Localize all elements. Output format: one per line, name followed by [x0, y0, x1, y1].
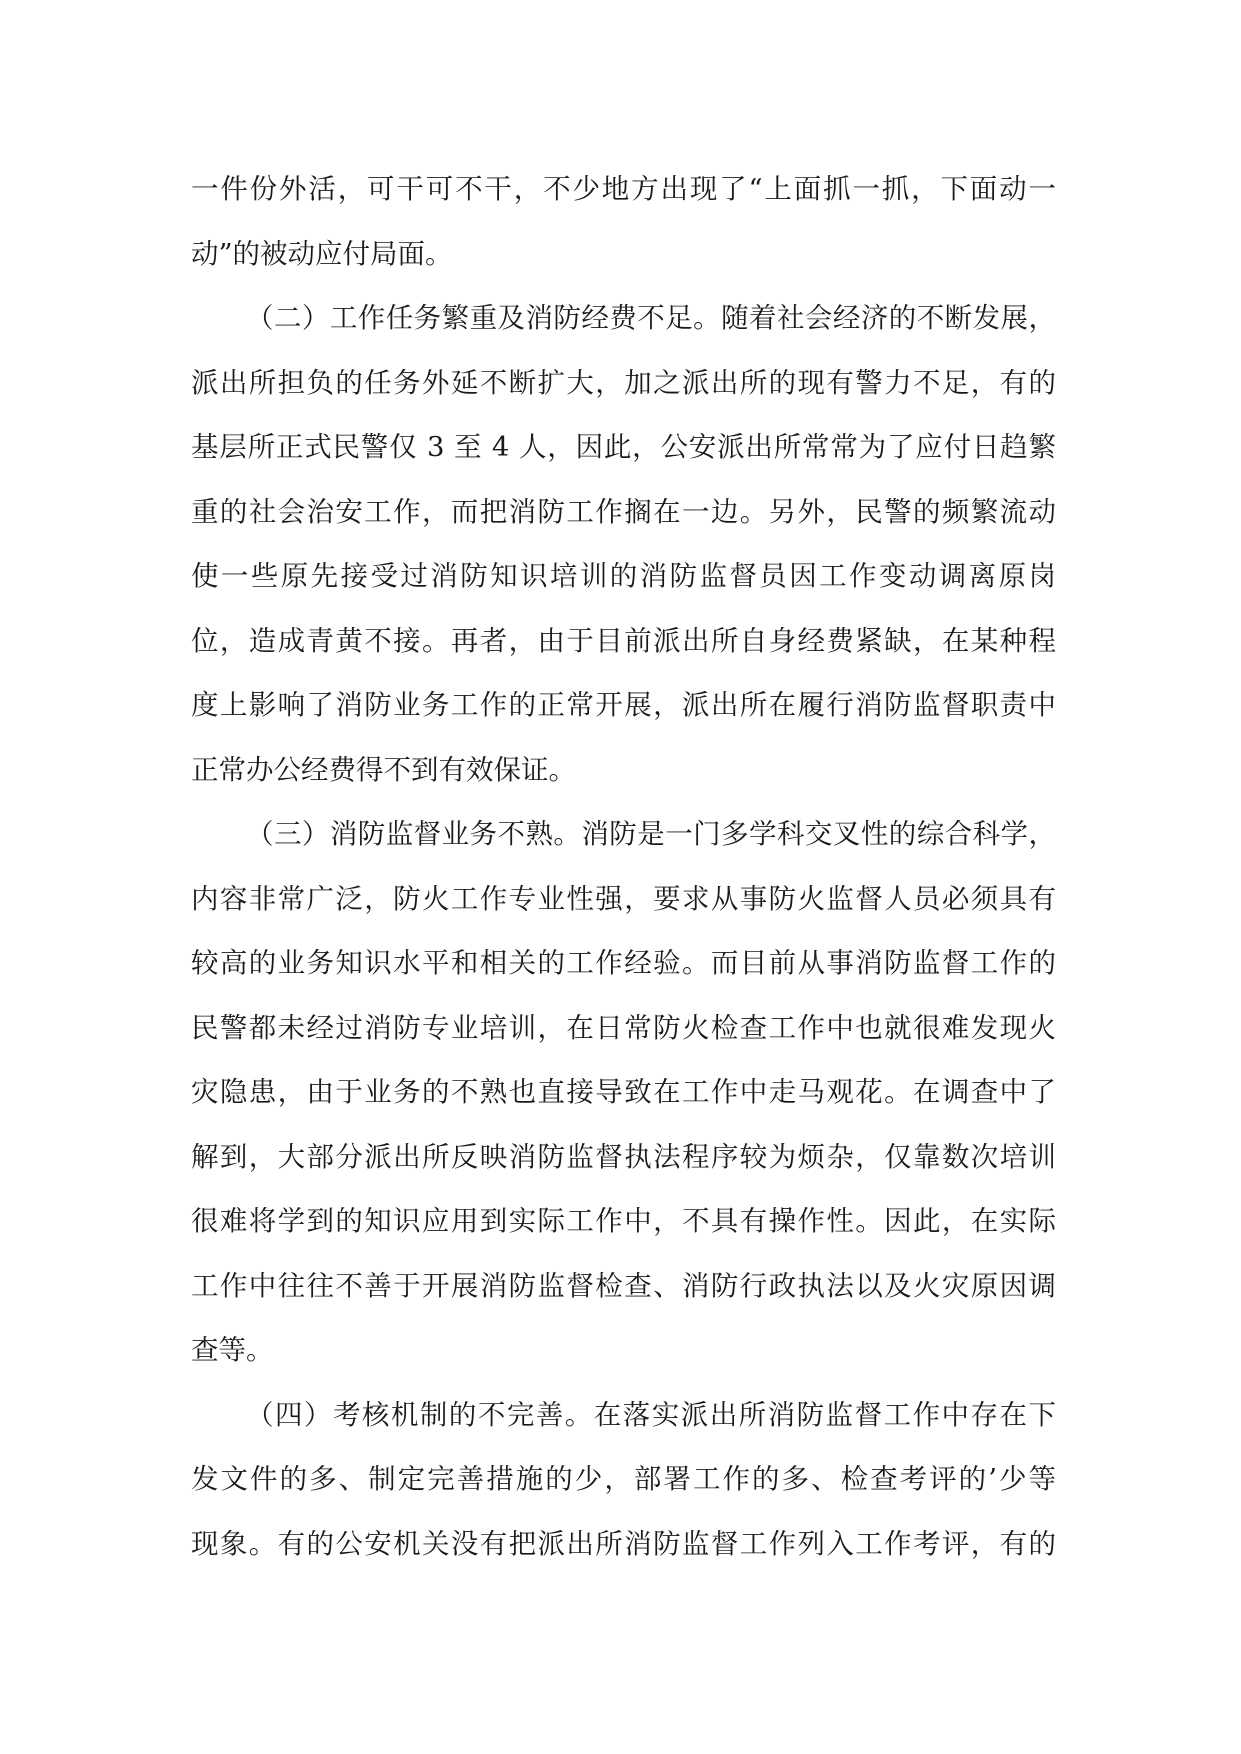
text-line: 位，造成青黄不接。再者，由于目前派出所自身经费紧缺，在某种程 — [191, 624, 1056, 657]
text-line: （三）消防监督业务不熟。消防是一门多学科交叉性的综合科学， — [246, 818, 1056, 850]
text-line: 解到，大部分派出所反映消防监督执法程序较为烦杂，仅靠数次培训 — [191, 1140, 1056, 1173]
text-line: 动”的被动应付局面。 — [191, 237, 453, 270]
text-line: 发文件的多、制定完善措施的少，部署工作的多、检查考评的’少等 — [191, 1463, 1056, 1495]
text-line: 查等。 — [191, 1334, 274, 1366]
text-line: 正常办公经费得不到有效保证。 — [191, 753, 576, 786]
text-line: 一件份外活，可干可不干，不少地方出现了“上面抓一抓，下面动一 — [191, 173, 1056, 205]
text-line: 度上影响了消防业务工作的正常开展，派出所在履行消防监督职责中 — [191, 689, 1056, 721]
text-line: 现象。有的公安机关没有把派出所消防监督工作列入工作考评，有的 — [191, 1527, 1056, 1560]
text-line: 较高的业务知识水平和相关的工作经验。而目前从事消防监督工作的 — [191, 947, 1056, 979]
text-line: 使一些原先接受过消防知识培训的消防监督员因工作变动调离原岗 — [191, 560, 1056, 592]
text-line: 工作中往往不善于开展消防监督检查、消防行政执法以及火灾原因调 — [191, 1269, 1056, 1302]
text-line: 很难将学到的知识应用到实际工作中，不具有操作性。因此，在实际 — [191, 1205, 1056, 1237]
text-line: 重的社会治安工作，而把消防工作搁在一边。另外，民警的频繁流动 — [191, 495, 1056, 528]
text-line: 基层所正式民警仅 3 至 4 人，因此，公安派出所常常为了应付日趋繁 — [191, 431, 1056, 463]
body-text — [191, 157, 1056, 1576]
text-line: 派出所担负的任务外延不断扩大，加之派出所的现有警力不足，有的 — [191, 366, 1056, 399]
text-line: 民警都未经过消防专业培训，在日常防火检查工作中也就很难发现火 — [191, 1011, 1056, 1044]
text-line: 内容非常广泛，防火工作专业性强，要求从事防火监督人员必须具有 — [191, 882, 1056, 915]
text-line: （四）考核机制的不完善。在落实派出所消防监督工作中存在下 — [246, 1398, 1056, 1431]
text-line: （二）工作任务繁重及消防经费不足。随着社会经济的不断发展， — [246, 302, 1056, 334]
text-line: 灾隐患，由于业务的不熟也直接导致在工作中走马观花。在调查中了 — [191, 1076, 1056, 1108]
